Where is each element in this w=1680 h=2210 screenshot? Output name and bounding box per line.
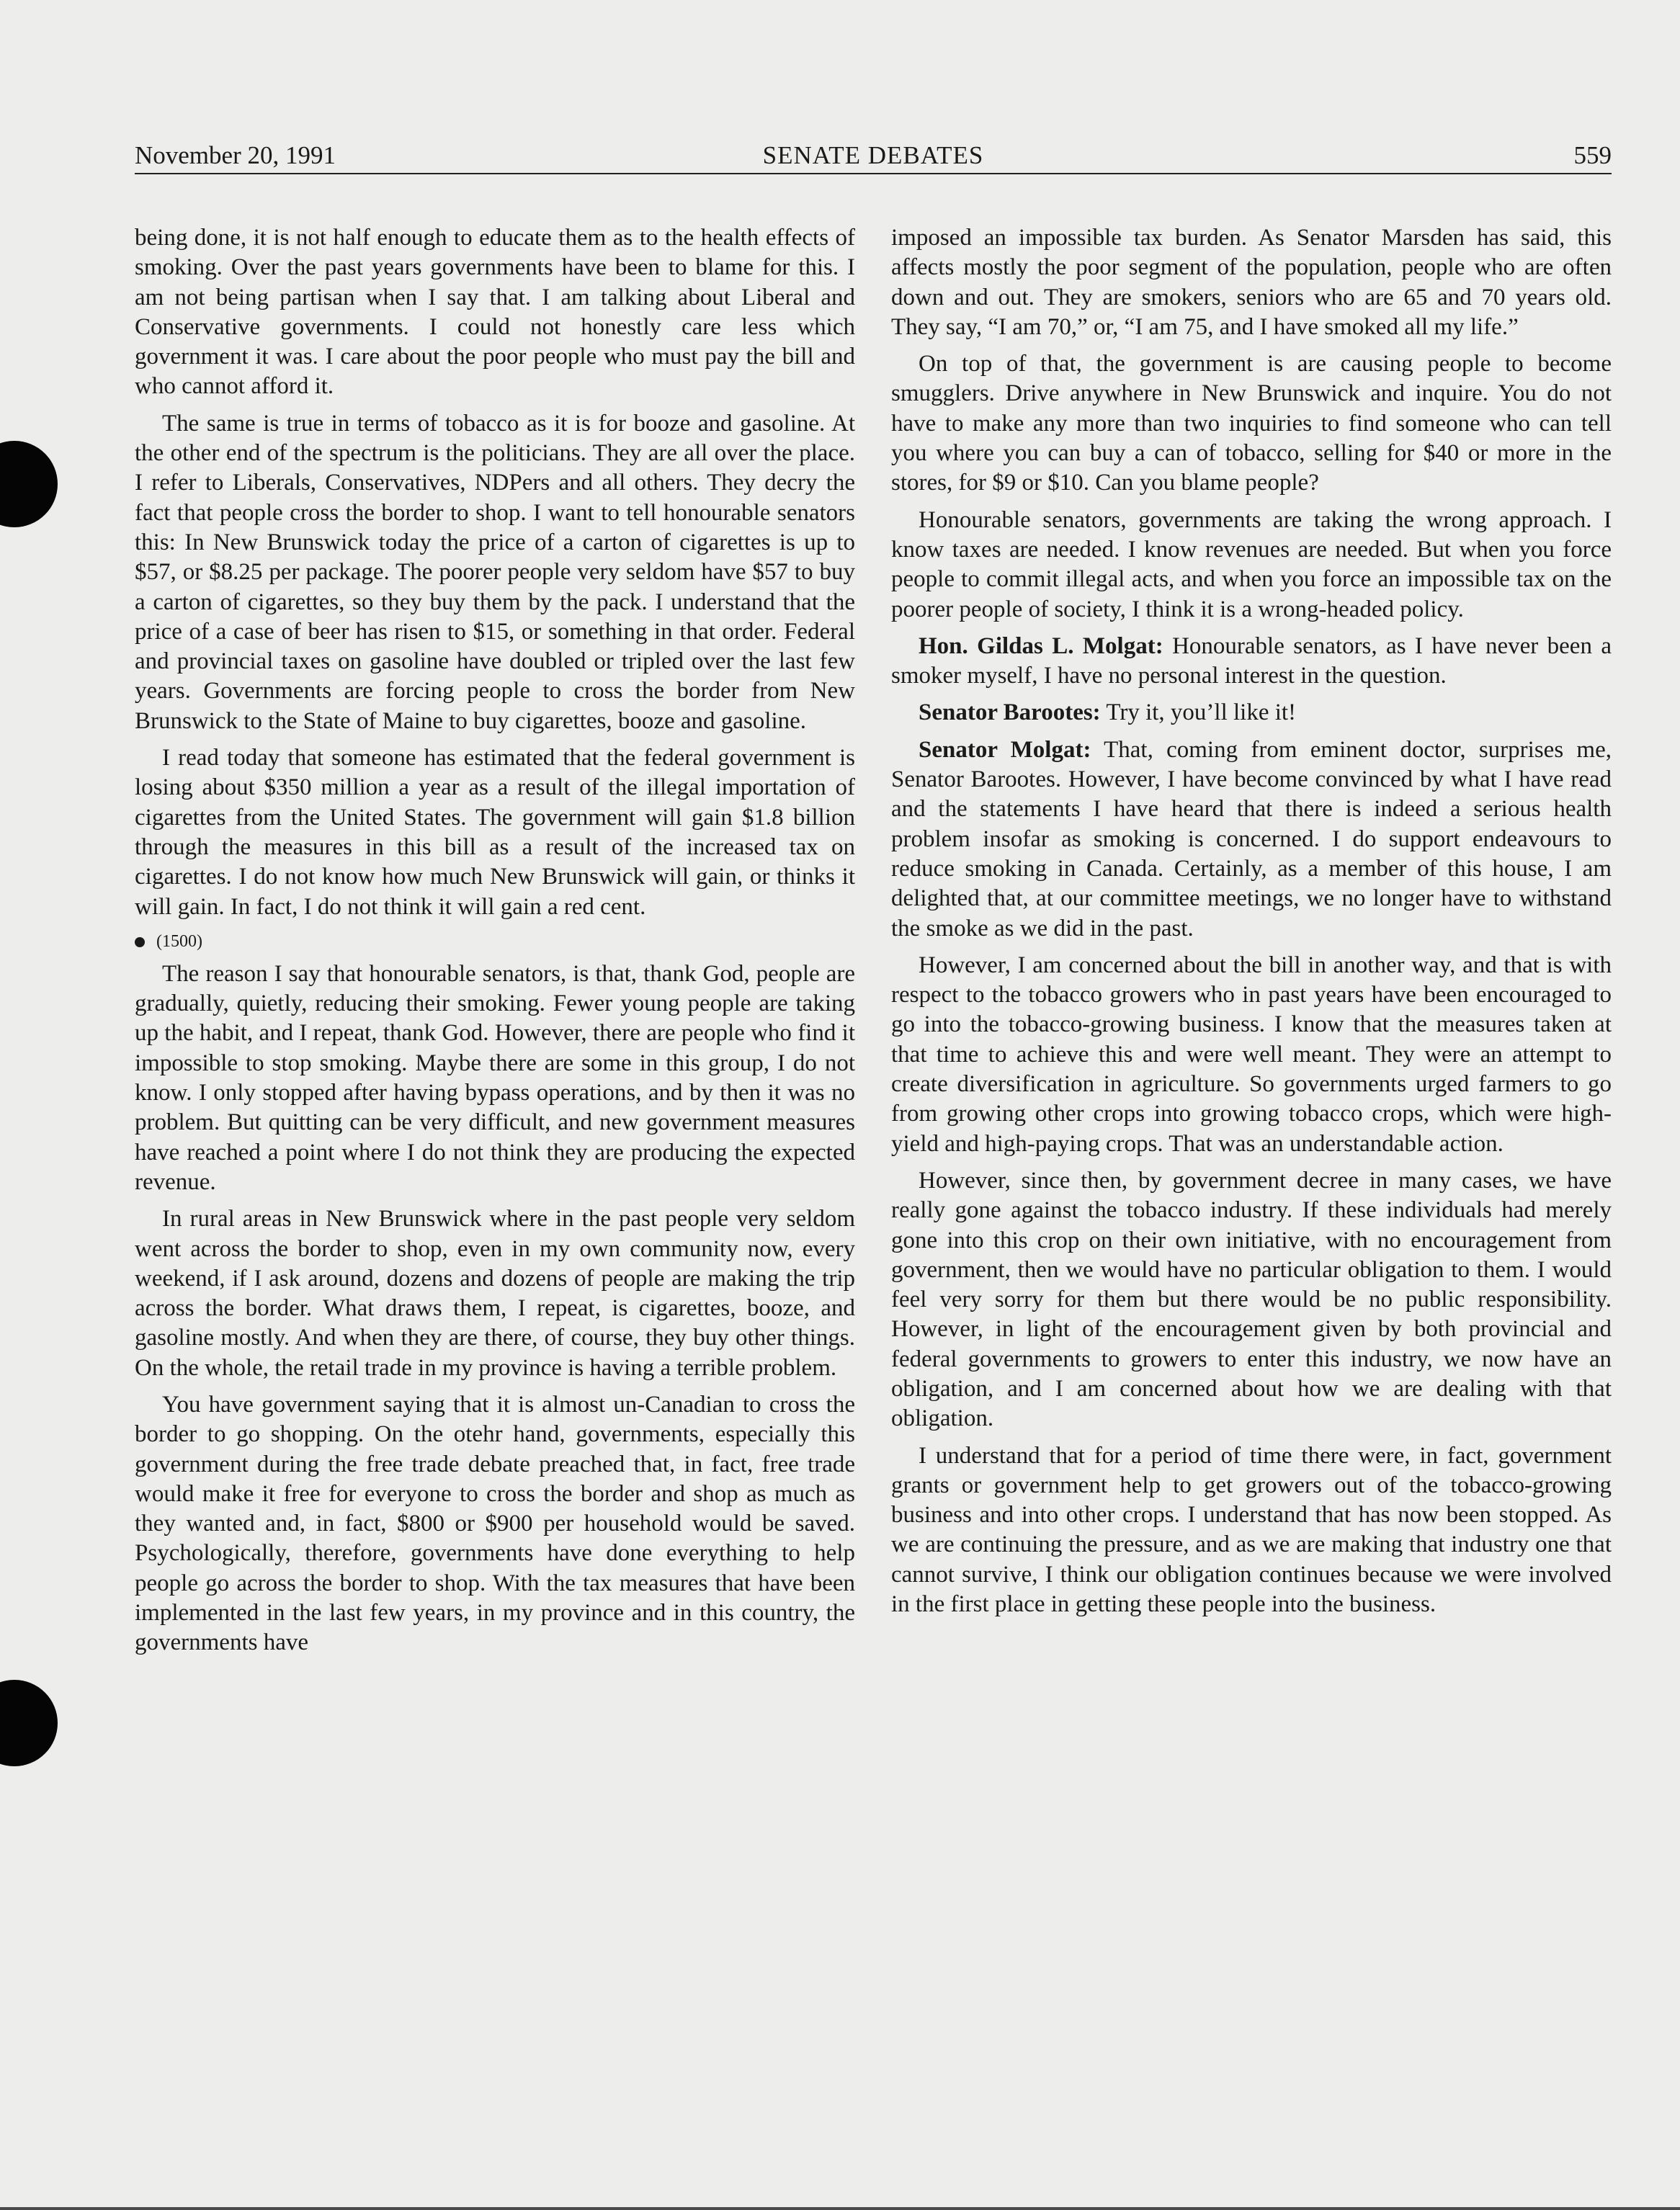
speech-text: Try it, you’ll like it! bbox=[1100, 699, 1297, 726]
speech-paragraph bbox=[891, 698, 1612, 728]
paragraph: imposed an impossible tax burden. As Senator Marsden has said, this affects mostly the poor segment of the population, people who are often down and out. They are smokers, seniors who are 65 and 70 years old. They say, “I am 70,” or, “I am 75, and I have smoked all my life.” bbox=[891, 225, 1612, 340]
header-rule bbox=[135, 173, 1612, 174]
time-marker bbox=[135, 929, 855, 954]
bullet-icon bbox=[135, 937, 145, 947]
left-column bbox=[135, 223, 855, 1665]
speech-paragraph bbox=[891, 735, 1612, 944]
time-marker-label: (1500) bbox=[156, 931, 202, 951]
speaker-name: Senator Barootes: bbox=[919, 699, 1101, 726]
running-header bbox=[135, 138, 1612, 173]
header-title: SENATE DEBATES bbox=[762, 141, 984, 169]
speech-text: Honourable senators, as I have never been a smoker myself, I have no personal interest in the question. bbox=[891, 632, 1612, 689]
page-number: 559 bbox=[1573, 141, 1612, 169]
speech-text: That, coming from eminent doctor, surprises me, Senator Barootes. However, I have become convinced by what I have read and the statements I have heard that there is indeed a serious health problem insofar as smoking is concerned. I do support endeavours to reduce smoking in Canada. Certainly, as a member of this house, I am delighted that, at our committee meetings, we no longer have to withstand the smoke as we did in the past. bbox=[891, 736, 1612, 941]
paragraph: I understand that for a period of time there were, in fact, government grants or government help to get growers out of the tobacco-growing business and into other crops. I understand that has now been stopped. As we are continuing the pressure, and as we are making that industry one that cannot survive, I think our obligation continues because we were involved in the first place in getting these people into the business. bbox=[891, 1442, 1612, 1618]
binder-hole-bottom bbox=[0, 1680, 58, 1766]
paragraph: The reason I say that honourable senators, is that, thank God, people are gradually, quietly, reducing their smoking. Fewer young people are taking up the habit, and I repeat, thank God. However, there are people who find it impossible to stop smoking. Maybe there are some in this group, I do not know. I only stopped after having bypass operations, and by then it was no problem. But quitting can be very difficult, and new government measures have reached a point where I do not think they are producing the expected revenue. bbox=[135, 960, 855, 1195]
header-date: November 20, 1991 bbox=[135, 141, 336, 169]
paragraph: being done, it is not half enough to educate them as to the health effects of smoking. Over the past years governments have been to blame for this. I am not being partisan when I say that. I am talking about Liberal and Conservative governments. I could not honestly care less which government it was. I care about the poor people who must pay the bill and who cannot afford it. bbox=[135, 225, 855, 400]
right-column bbox=[891, 223, 1612, 1627]
speaker-name: Senator Molgat: bbox=[919, 736, 1091, 763]
speech-paragraph bbox=[891, 632, 1612, 692]
paragraph: Honourable senators, governments are taking the wrong approach. I know taxes are needed. I know revenues are needed. But when you force people to commit illegal acts, and when you force an impossible tax on the poorer people of society, I think it is a wrong-headed policy. bbox=[891, 506, 1612, 622]
paragraph: However, since then, by government decree in many cases, we have really gone against the tobacco industry. If these individuals had merely gone into this crop on their own initiative, with no encouragement from government, then we would have no particular obligation to them. I would feel very sorry for them but there would be no public responsibility. However, in light of the encouragement given by both provincial and federal governments to growers to enter this industry, we now have an obligation, and I am concerned about how we are dealing with that obligation. bbox=[891, 1167, 1612, 1432]
paragraph: I read today that someone has estimated that the federal government is losing about $350 million a year as a result of the illegal importation of cigarettes from the United States. The government will gain $1.8 billion through the measures in this bill as a result of the increased tax on cigarettes. I do not know how much New Brunswick will gain, or thinks it will gain. In fact, I do not think it will gain a red cent. bbox=[135, 745, 855, 920]
paragraph: However, I am concerned about the bill in another way, and that is with respect to the tobacco growers who in past years have been encouraged to go into the tobacco-growing business. I know that the measures taken at that time to achieve this and were well meant. They were an attempt to create diversification in agriculture. So governments urged farmers to go from growing other crops into growing tobacco crops, which were high-yield and high-paying crops. That was an understandable action. bbox=[891, 952, 1612, 1157]
paragraph: You have government saying that it is almost un-Canadian to cross the border to go shopping. On the otehr hand, governments, especially this government during the free trade debate preached that, in fact, free trade would make it free for everyone to cross the border and shop as much as they wanted and, in fact, $800 or $900 per household would be saved. Psychologically, therefore, governments have done everything to help people go across the border to shop. With the tax measures that have been implemented in the last few years, in my province and in this country, the governments have bbox=[135, 1391, 855, 1656]
speaker-name: Hon. Gildas L. Molgat: bbox=[919, 632, 1163, 659]
page-bottom-edge bbox=[0, 2207, 1680, 2210]
binder-hole-top bbox=[0, 441, 58, 527]
paragraph: On top of that, the government is are causing people to become smugglers. Drive anywhere in New Brunswick and inquire. You do not have to make any more than two inquiries to find someone who can tell you where you can buy a can of tobacco, selling for $40 or more in the stores, for $9 or $10. Can you blame people? bbox=[891, 351, 1612, 496]
paragraph: In rural areas in New Brunswick where in the past people very seldom went across the border to shop, even in my own community now, every weekend, if I ask around, dozens and dozens of people are making the trip across the border. What draws them, I repeat, is cigarettes, booze, and gasoline mostly. And when they are there, of course, they buy other things. On the whole, the retail trade in my province is having a terrible problem. bbox=[135, 1206, 855, 1381]
paragraph: The same is true in terms of tobacco as it is for booze and gasoline. At the other end of the spectrum is the politicians. They are all over the place. I refer to Liberals, Conservatives, NDPers and all others. They decry the fact that people cross the border to shop. I want to tell honourable senators this: In New Brunswick today the price of a carton of cigarettes is up to $57, or $8.25 per package. The poorer people very seldom have $57 to buy a carton of cigarettes, so they buy them by the pack. I understand that the price of a case of beer has risen to $15, or something in that order. Federal and provincial taxes on gasoline have doubled or tripled over the last few years. Governments are forcing people to cross the border from New Brunswick to the State of Maine to buy cigarettes, booze and gasoline. bbox=[135, 410, 855, 734]
